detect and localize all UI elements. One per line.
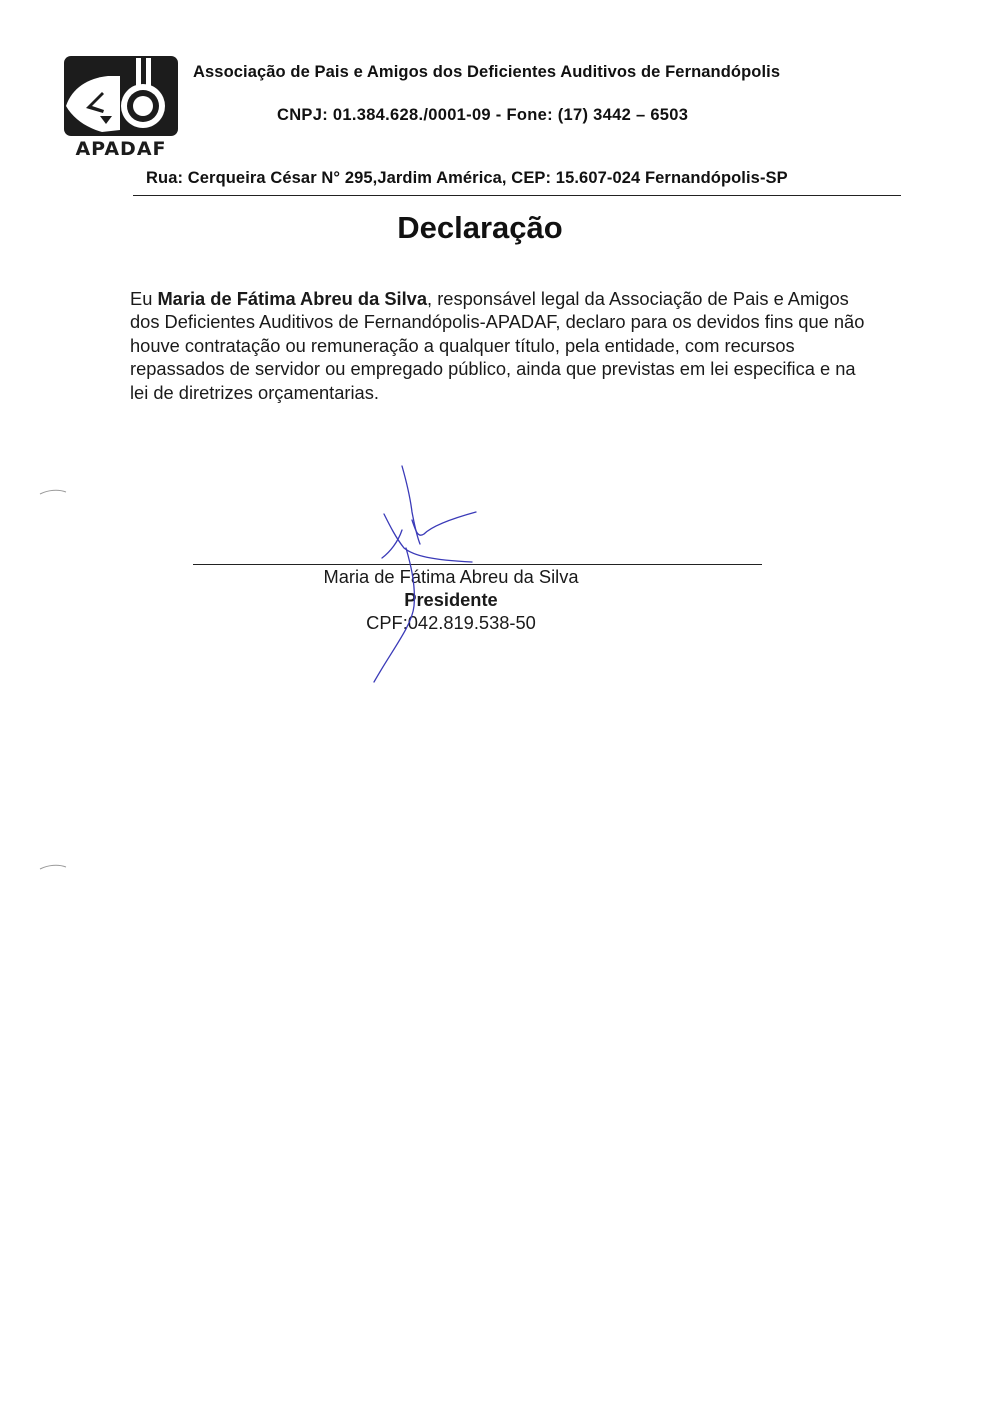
signatory-cpf: CPF:042.819.538-50 bbox=[366, 612, 536, 633]
scan-mark bbox=[38, 863, 68, 871]
body-text: , responsável legal da Associação de Pais e Amigos dos Deficientes Auditivos de Fernandópolis-APADAF, declaro para os devidos fins que não houve contratação ou remuneração a qualquer título, pela entidade, com recursos repassados de servidor ou empregado público, ainda que previstas em lei especifica e na lei de diretrizes orçamentarias. bbox=[130, 288, 865, 403]
apadaf-logo bbox=[62, 54, 180, 158]
declarant-name: Maria de Fátima Abreu da Silva bbox=[157, 288, 428, 309]
document-title: Declaração bbox=[397, 210, 563, 245]
signatory-role: Presidente bbox=[404, 589, 498, 610]
scan-mark bbox=[38, 488, 68, 496]
organization-name: Associação de Pais e Amigos dos Deficientes Auditivos de Fernandópolis bbox=[193, 63, 781, 81]
signatory-name: Maria de Fátima Abreu da Silva bbox=[323, 566, 579, 587]
organization-contact: CNPJ: 01.384.628./0001-09 - Fone: (17) 3442 – 6503 bbox=[277, 106, 689, 124]
body-prefix: Eu bbox=[130, 288, 158, 309]
header-divider bbox=[133, 195, 901, 196]
declaration-paragraph bbox=[130, 287, 865, 404]
handwritten-signature bbox=[360, 460, 490, 690]
svg-text:APADAF: APADAF bbox=[75, 138, 167, 158]
organization-address: Rua: Cerqueira César N° 295,Jardim América, CEP: 15.607-024 Fernandópolis-SP bbox=[146, 169, 788, 187]
